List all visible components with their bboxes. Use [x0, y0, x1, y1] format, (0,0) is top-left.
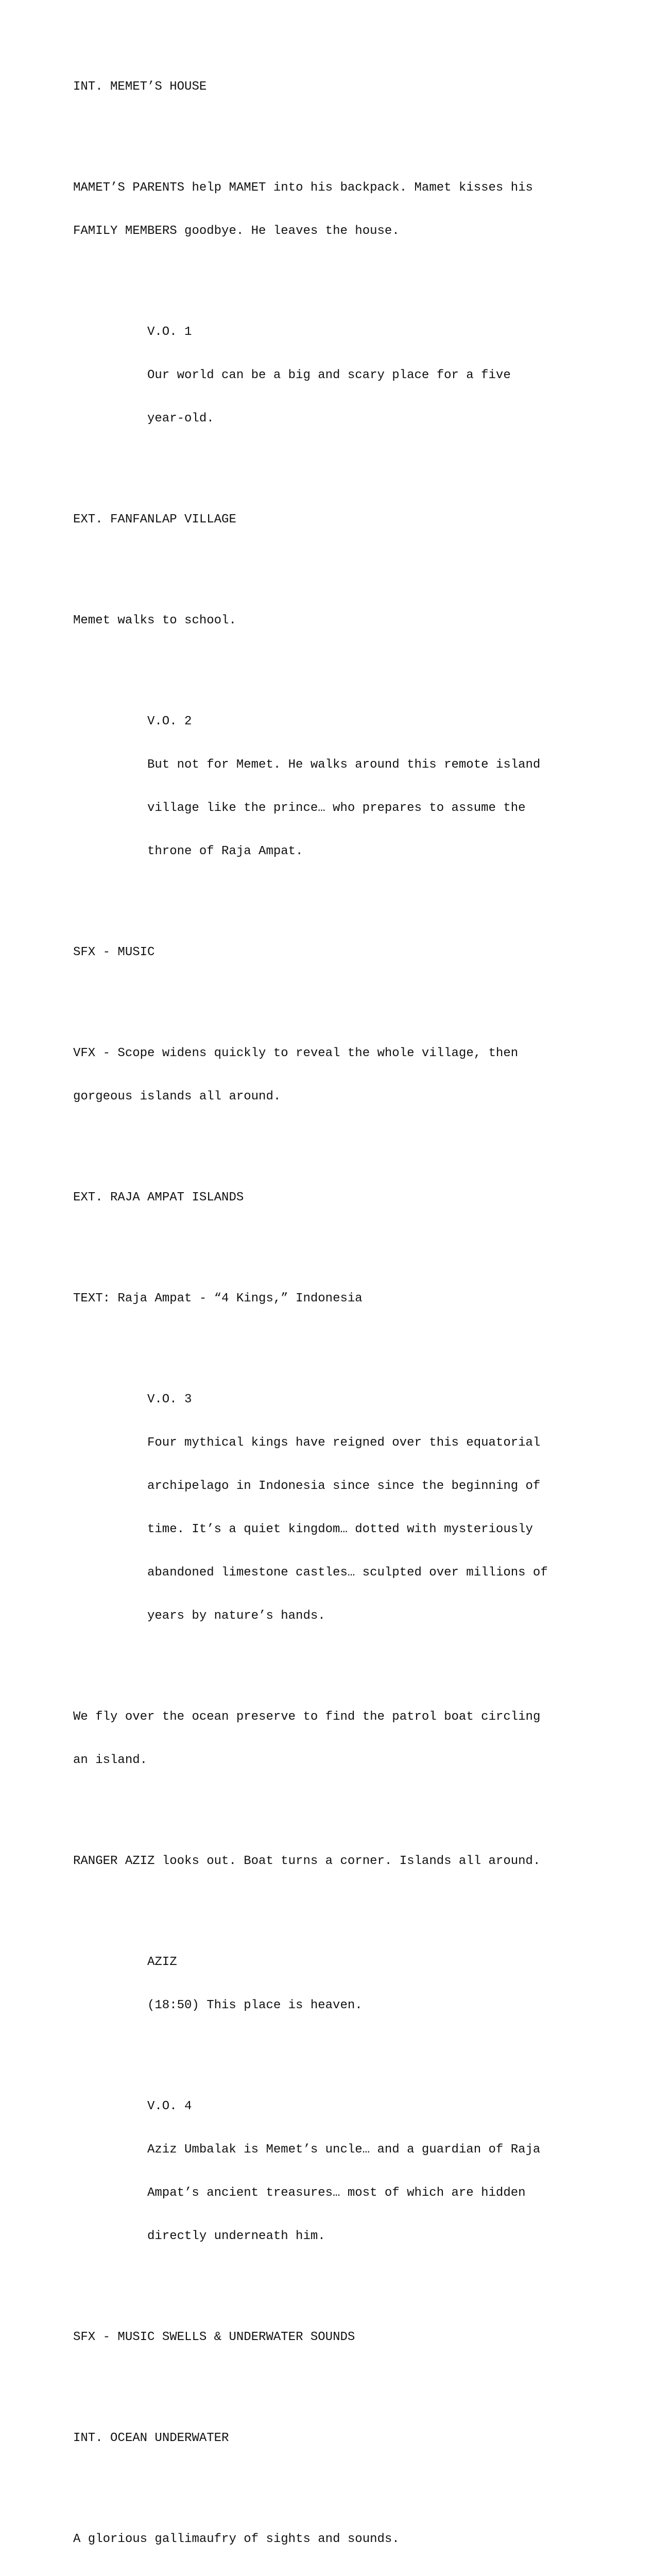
action-line: A glorious gallimaufry of sights and sounds. — [73, 2532, 400, 2546]
dialogue-line: time. It’s a quiet kingdom… dotted with mysteriously — [147, 1522, 533, 1536]
scene-heading: INT. OCEAN UNDERWATER — [73, 2431, 229, 2445]
sfx-cue: SFX - MUSIC SWELLS & UNDERWATER SOUNDS — [73, 2330, 355, 2344]
action-line: Memet walks to school. — [73, 614, 236, 628]
dialogue-line: Aziz Umbalak is Memet’s uncle… and a guardian of Raja — [147, 2143, 541, 2157]
spacer — [73, 123, 619, 138]
spacer — [73, 1897, 619, 1912]
sfx-cue: SFX - MUSIC — [73, 945, 155, 959]
vfx-line: gorgeous islands all around. — [73, 1090, 281, 1104]
character-cue: V.O. 3 — [147, 1393, 192, 1406]
dialogue-line: village like the prince… who prepares to assume the — [147, 801, 526, 815]
spacer — [73, 1234, 619, 1248]
spacer — [73, 989, 619, 1003]
scene-heading: EXT. FANFANLAP VILLAGE — [73, 513, 236, 527]
action-line: an island. — [73, 1753, 148, 1767]
spacer — [73, 2475, 619, 2489]
action-line: MAMET’S PARENTS help MAMET into his backpack. Mamet kisses his — [73, 181, 533, 195]
spacer — [73, 556, 619, 570]
spacer — [73, 1335, 619, 1349]
dialogue-line: Four mythical kings have reigned over this equatorial — [147, 1436, 541, 1450]
scene-heading: EXT. RAJA AMPAT ISLANDS — [73, 1191, 244, 1205]
dialogue-line: Ampat’s ancient treasures… most of which are hidden — [147, 2186, 526, 2200]
dialogue-line: years by nature’s hands. — [147, 1609, 325, 1623]
spacer — [73, 267, 619, 282]
vfx-line: VFX - Scope widens quickly to reveal the whole village, then — [73, 1046, 519, 1060]
action-line: RANGER AZIZ looks out. Boat turns a corner. Islands all around. — [73, 1854, 541, 1868]
action-line: We fly over the ocean preserve to find the patrol boat circling — [73, 1710, 541, 1724]
dialogue-line: year-old. — [147, 412, 214, 426]
dialogue-line: throne of Raja Ampat. — [147, 844, 303, 858]
action-line: FAMILY MEMBERS goodbye. He leaves the house. — [73, 224, 400, 238]
spacer — [73, 888, 619, 902]
dialogue-line: abandoned limestone castles… sculpted over millions of — [147, 1566, 548, 1580]
spacer — [73, 657, 619, 671]
screenplay-body — [73, 37, 619, 2576]
text-card: TEXT: Raja Ampat - “4 Kings,” Indonesia — [73, 1292, 363, 1306]
character-cue: V.O. 4 — [147, 2099, 192, 2113]
scene-heading: INT. MEMET’S HOUSE — [73, 80, 207, 94]
spacer — [73, 2042, 619, 2056]
spacer — [73, 1652, 619, 1667]
character-cue: V.O. 1 — [147, 325, 192, 339]
spacer — [73, 1797, 619, 1811]
character-cue: AZIZ — [147, 1955, 177, 1969]
dialogue-line: Our world can be a big and scary place for a five — [147, 368, 511, 382]
dialogue-line: But not for Memet. He walks around this remote island — [147, 758, 541, 772]
dialogue-line: (18:50) This place is heaven. — [147, 1998, 363, 2012]
character-cue: V.O. 2 — [147, 715, 192, 728]
spacer — [73, 2374, 619, 2388]
spacer — [73, 2273, 619, 2287]
spacer — [73, 455, 619, 469]
dialogue-line: directly underneath him. — [147, 2229, 325, 2243]
dialogue-line: archipelago in Indonesia since since the beginning of — [147, 1479, 541, 1493]
spacer — [73, 1133, 619, 1147]
